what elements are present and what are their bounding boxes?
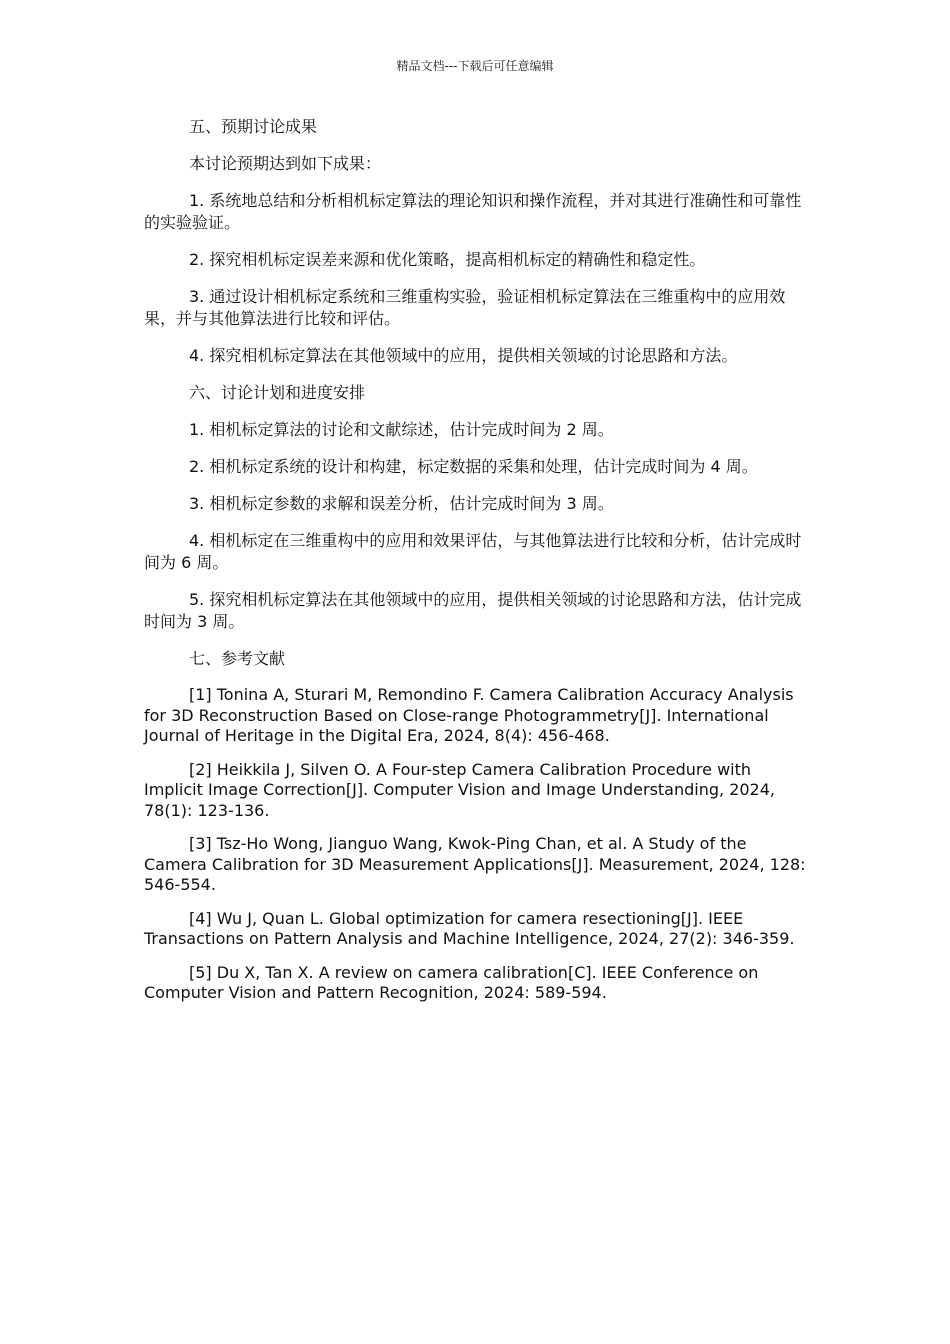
section-heading-plan: 六、讨论计划和进度安排 — [189, 383, 366, 402]
expected-result-item: 2. 探究相机标定误差来源和优化策略，提高相机标定的精确性和稳定性。 — [189, 250, 706, 269]
plan-item: 1. 相机标定算法的讨论和文献综述，估计完成时间为 2 周。 — [189, 420, 614, 439]
plan-item: 2. 相机标定系统的设计和构建，标定数据的采集和处理，估计完成时间为 4 周。 — [189, 457, 758, 476]
expected-result-item: 4. 探究相机标定算法在其他领域中的应用，提供相关领域的讨论思路和方法。 — [189, 346, 738, 365]
expected-results-intro: 本讨论预期达到如下成果： — [189, 154, 382, 173]
page-header: 精品文档---下载后可任意编辑 — [396, 59, 554, 73]
expected-result-item: 3. 通过设计相机标定系统和三维重构实验，验证相机标定算法在三维重构中的应用效果，并与其他算法进行比较和评估。 — [144, 287, 786, 328]
reference-item: [4] Wu J, Quan L. Global optimization for camera resectioning[J]. IEEE Transactions on Pattern Analysis and Machine Intelligence, 2024, 27(2): 346-359. — [144, 908, 795, 948]
plan-item: 3. 相机标定参数的求解和误差分析，估计完成时间为 3 周。 — [189, 494, 614, 513]
plan-item: 4. 相机标定在三维重构中的应用和效果评估，与其他算法进行比较和分析，估计完成时间为 6 周。 — [144, 531, 802, 572]
reference-item: [2] Heikkila J, Silven O. A Four-step Camera Calibration Procedure with Implicit Image Correction[J]. Computer Vision and Image Understanding, 2024, 78(1): 123-136. — [144, 759, 775, 820]
reference-item: [1] Tonina A, Sturari M, Remondino F. Camera Calibration Accuracy Analysis for 3D Reconstruction Based on Close-range Photogrammetry[J]. International Journal of Heritage in the Digital Era, 2024, 8(4): 456-468. — [144, 685, 794, 745]
reference-item: [5] Du X, Tan X. A review on camera calibration[C]. IEEE Conference on Computer Vision and Pattern Recognition, 2024: 589-594. — [144, 962, 759, 1002]
section-heading-references: 七、参考文献 — [189, 649, 286, 668]
section-heading-expected-results: 五、预期讨论成果 — [189, 117, 318, 136]
document-body — [144, 116, 808, 1017]
plan-item: 5. 探究相机标定算法在其他领域中的应用，提供相关领域的讨论思路和方法，估计完成时间为 3 周。 — [144, 590, 802, 631]
reference-item: [3] Tsz-Ho Wong, Jianguo Wang, Kwok-Ping Chan, et al. A Study of the Camera Calibration for 3D Measurement Applications[J]. Measurement, 2024, 128: 546-554. — [144, 834, 806, 894]
expected-result-item: 1. 系统地总结和分析相机标定算法的理论知识和操作流程，并对其进行准确性和可靠性的实验验证。 — [144, 191, 802, 232]
